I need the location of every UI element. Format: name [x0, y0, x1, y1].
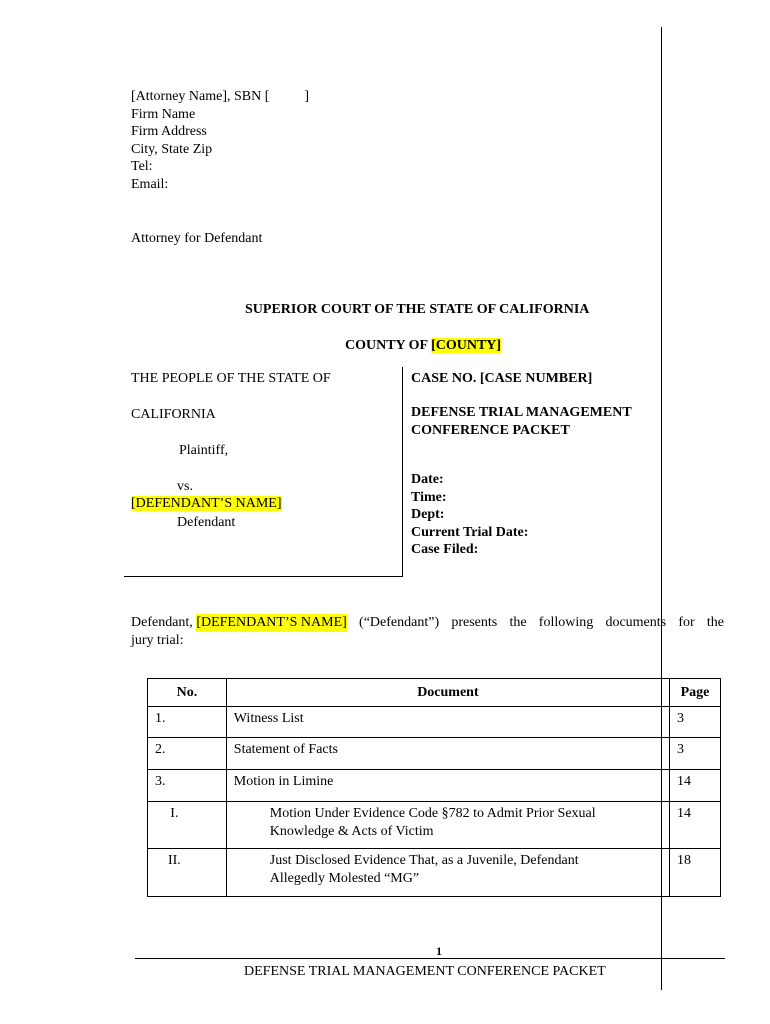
- row-page: 14: [670, 770, 721, 802]
- county-prefix: COUNTY OF: [345, 338, 432, 353]
- intro-defendant-name: [DEFENDANT’S NAME]: [196, 615, 347, 630]
- row-page: 3: [670, 738, 721, 770]
- row-document-line1: Just Disclosed Evidence That, as a Juvenile, Defendant: [269, 853, 579, 868]
- header-no: No.: [148, 679, 227, 707]
- row-document: [226, 802, 669, 849]
- defendant-label: Defendant: [177, 515, 236, 530]
- row-page: 14: [670, 802, 721, 849]
- intro-paragraph: [131, 614, 724, 649]
- email-line: Email:: [131, 176, 169, 192]
- attorney-for: Attorney for Defendant: [131, 231, 263, 246]
- table-row: [148, 707, 721, 738]
- table-header-row: [148, 679, 721, 707]
- date-label: Date:: [411, 472, 444, 487]
- row-no: 3.: [148, 770, 227, 802]
- caption-divider: [402, 367, 403, 576]
- dept-label: Dept:: [411, 507, 445, 522]
- row-page: 3: [670, 707, 721, 738]
- row-document: Motion in Limine: [226, 770, 669, 802]
- documents-table: [147, 678, 721, 897]
- people-line2: CALIFORNIA: [131, 407, 216, 422]
- table-row: [148, 849, 721, 897]
- table-row: [148, 738, 721, 770]
- case-filed-label: Case Filed:: [411, 542, 479, 557]
- row-document: Statement of Facts: [226, 738, 669, 770]
- people-line1: THE PEOPLE OF THE STATE OF: [131, 371, 331, 386]
- case-number: CASE NO. [CASE NUMBER]: [411, 371, 593, 386]
- footer-rule: [135, 958, 725, 959]
- plaintiff-label: Plaintiff,: [179, 443, 229, 458]
- intro-line1: [131, 614, 724, 632]
- row-document: Witness List: [226, 707, 669, 738]
- document-title: [411, 404, 632, 439]
- row-document-line2: Allegedly Molested “MG”: [269, 870, 420, 886]
- document-title-line1: DEFENSE TRIAL MANAGEMENT: [411, 405, 632, 420]
- firm-name: Firm Name: [131, 106, 196, 122]
- caption-bottom-line: [124, 576, 403, 577]
- table-row: [148, 770, 721, 802]
- county-line: [345, 337, 501, 355]
- hearing-info: [411, 471, 528, 559]
- row-page: 18: [670, 849, 721, 897]
- header-page: Page: [670, 679, 721, 707]
- county-placeholder: [COUNTY]: [431, 338, 502, 353]
- intro-line2: jury trial:: [131, 632, 184, 648]
- page-number: 1: [436, 944, 442, 958]
- vs-label: vs.: [177, 479, 193, 494]
- row-document-line2: Knowledge & Acts of Victim: [269, 823, 434, 839]
- city-state-zip: City, State Zip: [131, 141, 213, 157]
- current-trial-date-label: Current Trial Date:: [411, 524, 529, 540]
- defendant-name-placeholder: [DEFENDANT’S NAME]: [131, 496, 282, 511]
- document-title-line2: CONFERENCE PACKET: [411, 422, 570, 438]
- time-label: Time:: [411, 489, 447, 505]
- intro-prefix: Defendant,: [131, 615, 197, 630]
- attorney-header: [131, 88, 309, 193]
- row-document: [226, 849, 669, 897]
- court-title: SUPERIOR COURT OF THE STATE OF CALIFORNIA: [245, 302, 590, 317]
- tel-line: Tel:: [131, 159, 153, 174]
- table-row: [148, 802, 721, 849]
- firm-address: Firm Address: [131, 124, 207, 139]
- footer-title: DEFENSE TRIAL MANAGEMENT CONFERENCE PACKET: [244, 964, 606, 979]
- caption-defendant-name: [131, 495, 282, 513]
- header-document: Document: [226, 679, 669, 707]
- row-no: I.: [148, 802, 227, 849]
- row-no: II.: [148, 849, 227, 897]
- row-no: 1.: [148, 707, 227, 738]
- intro-suffix: (“Defendant”) presents the following documents for the: [346, 615, 724, 630]
- row-document-line1: Motion Under Evidence Code §782 to Admit Prior Sexual: [269, 806, 596, 821]
- row-no: 2.: [148, 738, 227, 770]
- attorney-name-line: [Attorney Name], SBN [ ]: [131, 89, 310, 104]
